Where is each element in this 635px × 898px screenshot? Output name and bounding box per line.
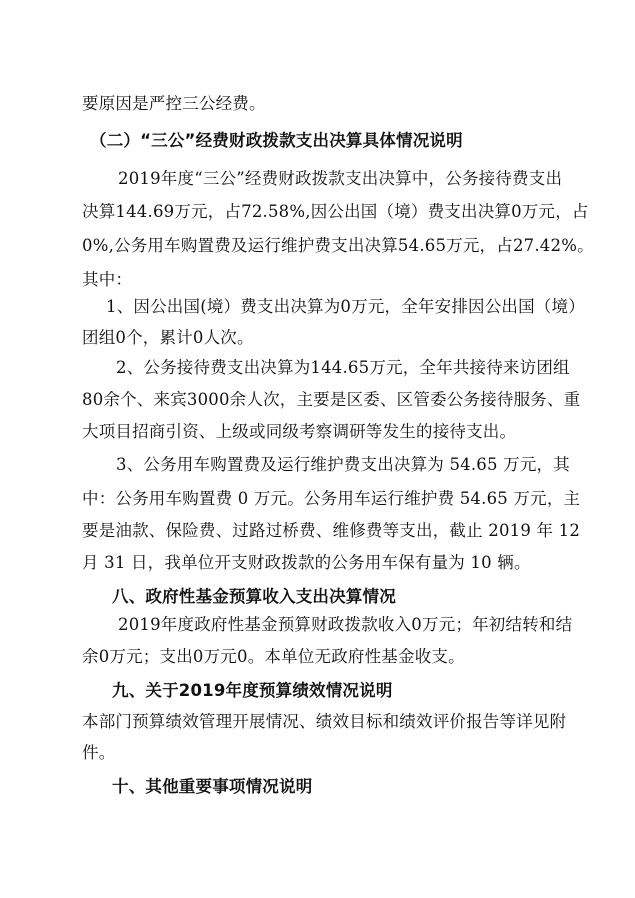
section-heading-9: 九、关于2019年度预算绩效情况说明 [112,681,393,700]
paragraph-line-3: 2019年度“三公”经费财政拨款支出决算中，公务接待费支出 [118,169,563,188]
paragraph-line-12: 3、公务用车购置费及运行维护费支出决算为 54.65 万元，其 [116,455,570,474]
paragraph-line-1: 要原因是严控三公经费。 [82,94,266,113]
paragraph-line-5: 0%,公务用车购置费及运行维护费支出决算54.65万元，占27.42%。 [82,236,594,255]
paragraph-line-7: 1、因公出国(境）费支出决算为0万元，全年安排因公出国（境） [106,297,585,316]
paragraph-line-21: 件。 [82,743,116,762]
paragraph-line-18: 余0万元；支出0万元0。本单位无政府性基金收支。 [82,647,465,666]
paragraph-line-4: 决算144.69万元，占72.58%,因公出国（境）费支出决算0万元，占 [82,202,589,221]
paragraph-line-8: 团组0个，累计0人次。 [82,328,254,347]
paragraph-line-9: 2、公务接待费支出决算为144.65万元，全年共接待来访团组 [116,358,570,377]
paragraph-line-13: 中：公务用车购置费 0 万元。公务用车运行维护费 54.65 万元，主 [82,489,581,508]
section-heading-three-public-expenses: （二）“三公”经费财政拨款支出决算具体情况说明 [90,131,463,150]
section-heading-10: 十、其他重要事项情况说明 [112,777,313,796]
paragraph-line-20: 本部门预算绩效管理开展情况、绩效目标和绩效评价报告等详见附 [82,712,567,731]
paragraph-line-14: 要是油款、保险费、过路过桥费、维修费等支出，截止 2019 年 12 [82,521,581,540]
paragraph-line-15: 月 31 日，我单位开支财政拨款的公务用车保有量为 10 辆。 [82,553,531,572]
paragraph-line-10: 80余个、来宾3000余人次，主要是区委、区管委公务接待服务、重 [82,390,581,409]
paragraph-line-6: 其中： [82,270,133,289]
paragraph-line-17: 2019年度政府性基金预算财政拨款收入0万元；年初结转和结 [118,615,573,634]
paragraph-line-11: 大项目招商引资、上级或同级考察调研等发生的接待支出。 [82,422,517,441]
section-heading-8: 八、政府性基金预算收入支出决算情况 [112,587,396,606]
